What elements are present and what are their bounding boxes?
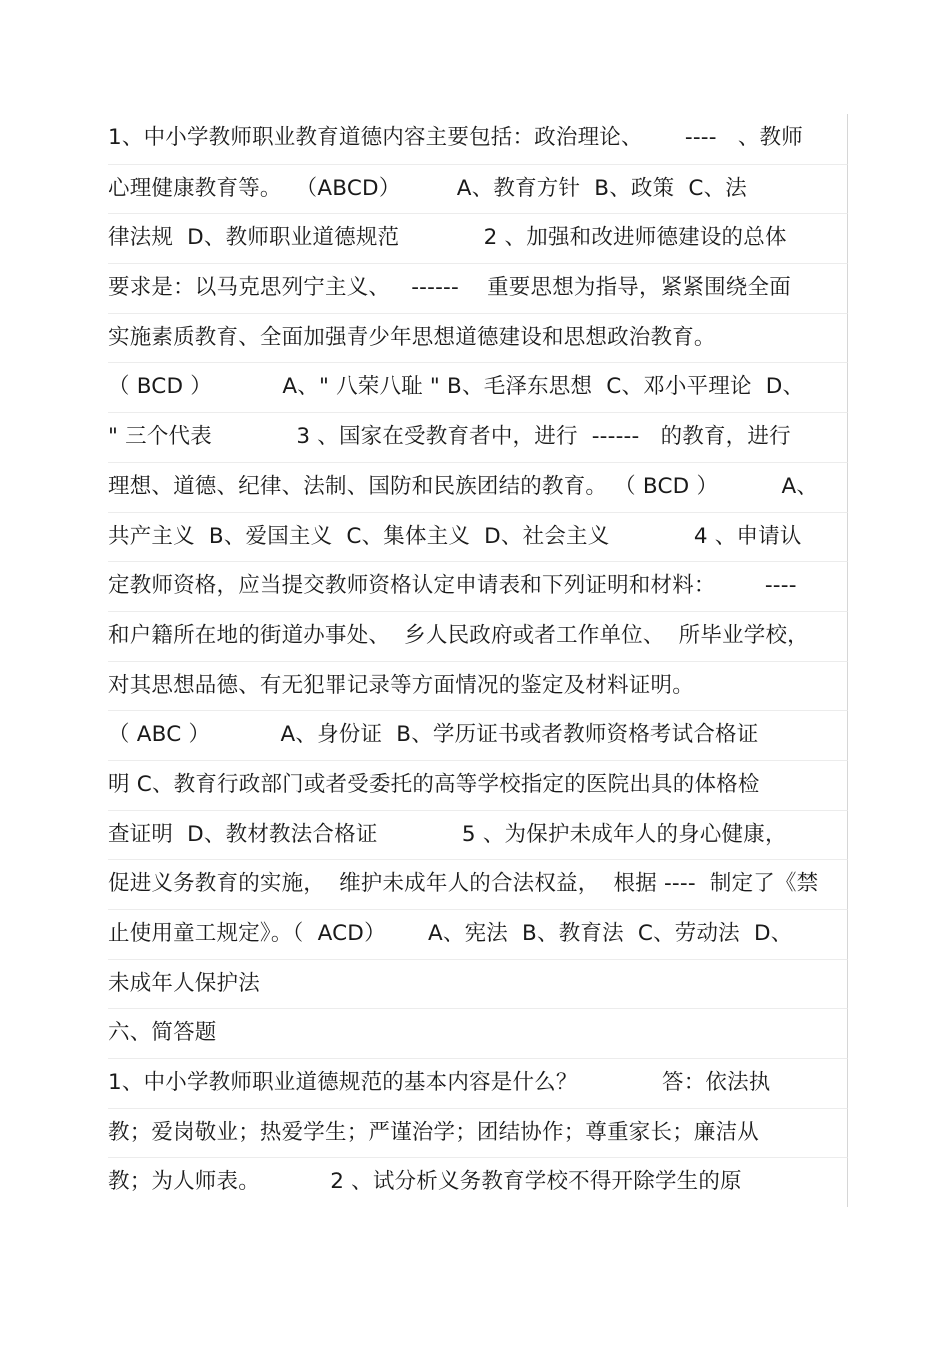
text-line: 实施素质教育、全面加强青少年思想道德建设和思想政治教育。 <box>108 313 848 363</box>
document-body <box>108 114 848 1207</box>
text-line: 对其思想品德、有无犯罪记录等方面情况的鉴定及材料证明。 <box>108 661 848 711</box>
section-heading: 六、简答题 <box>108 1008 848 1058</box>
text-line: 查证明 D、教材教法合格证 5 、为保护未成年人的身心健康， <box>108 810 848 860</box>
text-line: 促进义务教育的实施， 维护未成年人的合法权益， 根据 ---- 制定了《禁 <box>108 859 848 909</box>
text-line: 律法规 D、教师职业道德规范 2 、加强和改进师德建设的总体 <box>108 213 848 263</box>
text-line: 心理健康教育等。 （ABCD） A、教育方针 B、政策 C、法 <box>108 164 848 214</box>
text-line: 未成年人保护法 <box>108 959 848 1009</box>
text-line: " 三个代表 3 、国家在受教育者中，进行 ------ 的教育，进行 <box>108 412 848 462</box>
text-line: 要求是：以马克思列宁主义、 ------ 重要思想为指导，紧紧围绕全面 <box>108 263 848 313</box>
text-line: 1、中小学教师职业道德规范的基本内容是什么？ 答：依法执 <box>108 1058 848 1108</box>
text-line: （ BCD ） A、" 八荣八耻 " B、毛泽东思想 C、邓小平理论 D、 <box>108 362 848 412</box>
text-line: 理想、道德、纪律、法制、国防和民族团结的教育。 （ BCD ） A、 <box>108 462 848 512</box>
text-line: 和户籍所在地的街道办事处、 乡人民政府或者工作单位、 所毕业学校， <box>108 611 848 661</box>
text-line: 止使用童工规定》。（ ACD） A、宪法 B、教育法 C、劳动法 D、 <box>108 909 848 959</box>
text-line: 共产主义 B、爱国主义 C、集体主义 D、社会主义 4 、申请认 <box>108 512 848 562</box>
text-line: 定教师资格，应当提交教师资格认定申请表和下列证明和材料： ---- <box>108 561 848 611</box>
text-line: （ ABC ） A、身份证 B、学历证书或者教师资格考试合格证 <box>108 710 848 760</box>
text-line: 教；爱岗敬业；热爱学生；严谨治学；团结协作；尊重家长；廉洁从 <box>108 1108 848 1158</box>
text-line: 教；为人师表。 2 、试分析义务教育学校不得开除学生的原 <box>108 1157 848 1207</box>
text-line: 1、中小学教师职业教育道德内容主要包括：政治理论、 ---- 、教师 <box>108 114 848 164</box>
text-line: 明 C、教育行政部门或者受委托的高等学校指定的医院出具的体格检 <box>108 760 848 810</box>
